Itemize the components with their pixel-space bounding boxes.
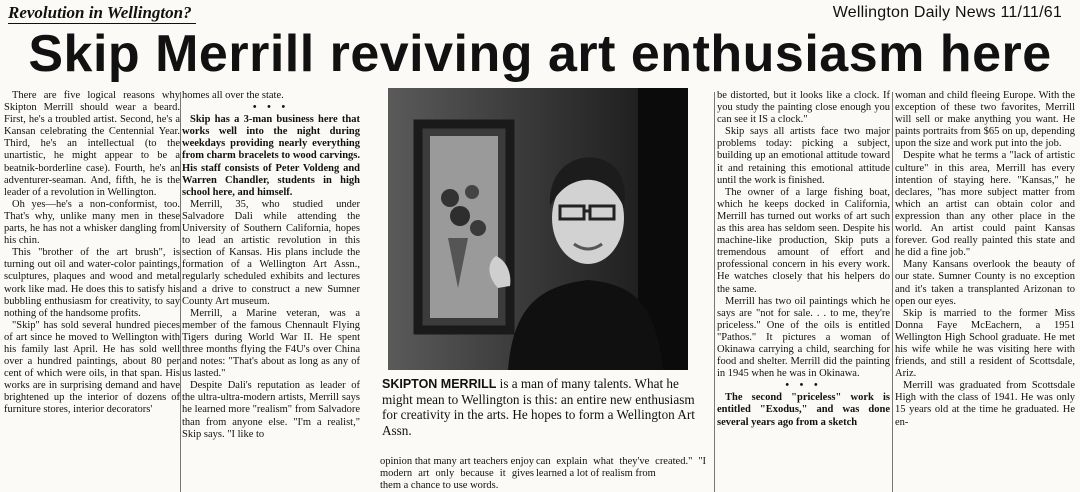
paragraph: This "brother of the art brush", is turning out oil and water-color paintings, sculptures, plaques and wood and metal work like mad. He does this to satisfy his bubbling enthusiasm for creativity, to say nothing of the handsome profits. <box>4 247 180 319</box>
column-rule <box>892 92 893 492</box>
paragraph: Merrill, 35, who studied under Salvadore Dali while attending the University of Southern California, hopes to lead an artistic revolution in this section of Kansas. His plans include the formation of a Wellington Art Assn., regularly scheduled exhibits and lectures and a drive to construct a new Sumner County Art museum. <box>182 198 360 307</box>
paragraph: woman and child fleeing Europe. With the exception of these two favorites, Merrill will sell or make anything you want. He paints portraits from $65 on up, depending upon the size and work put into the job. <box>895 90 1075 150</box>
paragraph: Skip has a 3-man business here that works well into the night during weekdays providing nearly everything from charm bracelets to wood carvings. His staff consists of Peter Voldeng and Warren Chandler, students in high school here, and himself. <box>182 114 360 198</box>
article-column-2 <box>182 90 360 492</box>
paragraph: There are five logical reasons why Skipton Merrill should wear a beard. First, he's a troubled artist. Second, he's a Kansan celebrating the Centennial Year. Third, he's an intellectual (to the unartistic, he might appear to be a beatnik-borderline case). Fourth, he's an adventurer-seaman. And, fifth, he is the leader of a revolution in Wellington. <box>4 90 180 198</box>
paragraph: Despite Dali's reputation as leader of the ultra-ultra-modern artists, Merrill says he learned more "realism" from Salvadore than from anyone else. "I'm a realist," Skip says. "I like to <box>182 380 360 440</box>
paragraph: can explain what they've created." "I learned a lot of realism from <box>536 456 706 480</box>
paragraph: Skip says all artists face two major problems today: picking a subject, building up an emotional attitude toward it and retaining this emotional attitude until the work is finished. <box>717 126 890 186</box>
article-column-6 <box>895 90 1075 492</box>
paragraph: Despite what he terms a "lack of artistic culture" in this area, Merrill has every intention of staying here. "Kansas," he declares, "has more subject matter from which an artist can obtain color and expression than any other place in the world. An artist could paint Kansas forever. God really painted this state and he did a fine job." <box>895 150 1075 259</box>
paragraph: be distorted, but it looks like a clock. If you study the painting close enough you can see it IS a clock." <box>717 90 890 126</box>
paragraph: The owner of a large fishing boat, which he keeps docked in California, Merrill has turned out works of art such as this area has seldom seen. Despite his machine-like production, Skip puts a tremendous amount of effort and professional concern in his every work. He watches closely that his helpers do the same. <box>717 186 890 295</box>
paragraph: Many Kansans overlook the beauty of our state. Sumner County is no exception and it's taken a transplanted Arizonan to open our eyes. <box>895 259 1075 307</box>
section-break: • • • <box>785 380 822 392</box>
article-column-1 <box>4 90 180 492</box>
article-column-4-bottom <box>536 456 706 492</box>
caption-name: SKIPTON MERRILL <box>382 377 497 391</box>
kicker-headline: Revolution in Wellington? <box>8 3 196 24</box>
paragraph: opinion that many art teachers enjoy modern art only because it gives them a chance to use words. <box>380 456 534 492</box>
photo-caption <box>382 376 708 438</box>
paragraph: Merrill, a Marine veteran, was a member of the famous Chennault Flying Tigers during World War II. He spent three months flying the F4U's over China and notes: "That's about as long as any of us lasted." <box>182 307 360 380</box>
paragraph: Merrill has two oil paintings which he says are "not for sale. . . to me, they're priceless." One of the oils is entitled "Pathos." It pictures a woman of Okinawa carrying a child, searching for food and shelter. Merrill did the painting in 1945 when he was in Okinawa. <box>717 295 890 380</box>
headline: Skip Merrill reviving art enthusiasm here <box>28 25 1052 83</box>
paragraph: The second "priceless" work is entitled "Exodus," and was done several years ago from a sketch <box>717 392 890 428</box>
article-column-3-bottom <box>380 456 534 492</box>
paragraph: Oh yes—he's a non-conformist, too. That's why, unlike many men in these parts, he has not a whisker dangling from his chin. <box>4 198 180 247</box>
paragraph: Skip is married to the former Miss Donna Faye McEachern, a 1951 Wellington High School graduate. He met his wife while he was visiting here with friends, and still a resident of Scottsdale, Ariz. <box>895 307 1075 380</box>
dateline: Wellington Daily News 11/11/61 <box>832 4 1062 21</box>
paragraph: "Skip" has sold several hundred pieces of art since he moved to Wellington with his family last April. He has sold well over a hundred paintings, about 80 per cent of which were oils, in that span. His works are in surprising demand and have brightened up the interior of dozens of furniture stores, interior decorators' <box>4 319 180 416</box>
section-break: • • • <box>252 102 290 114</box>
paragraph: Merrill was graduated from Scottsdale High with the class of 1941. He was only 15 years old at the time he graduated. He en- <box>895 380 1075 428</box>
column-rule <box>714 92 715 492</box>
caption-text: is a man of many talents. What he might mean to Wellington is this: an entire new enthusiasm for creativity in the arts. He hopes to form a Wellington Art Assn. <box>382 376 695 438</box>
portrait-photo <box>388 88 688 370</box>
article-column-5 <box>717 90 890 492</box>
column-rule <box>180 92 181 492</box>
paragraph: homes all over the state. <box>182 90 284 101</box>
